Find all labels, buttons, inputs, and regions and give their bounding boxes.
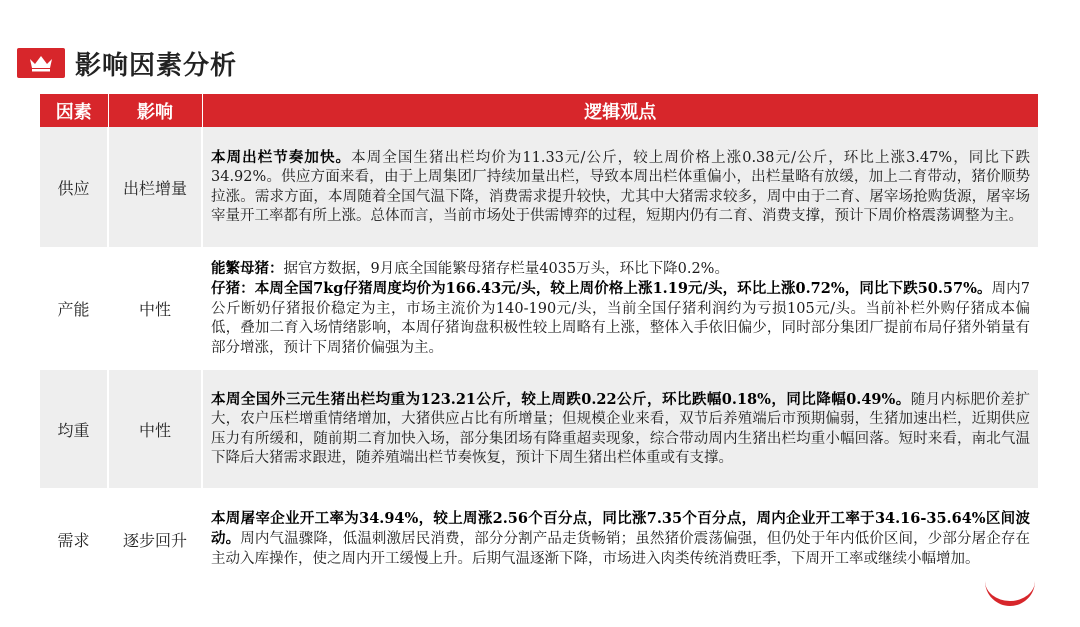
header-impact: 影响: [108, 94, 202, 127]
logic-paragraph: [211, 509, 1030, 570]
logic-cell: [202, 127, 1038, 248]
page-title: 影响因素分析: [75, 50, 238, 81]
logic-cell: [202, 369, 1038, 489]
logic-emphasis: 本周出栏节奏加快。: [211, 148, 352, 166]
factor-analysis-table: [40, 94, 1038, 590]
impact-cell: 中性: [108, 248, 202, 369]
table-row-capacity: [40, 248, 1038, 369]
logic-paragraph: [211, 390, 1030, 469]
logic-emphasis: 本周屠宰企业开工率为34.94%，较上周涨2.56个百分点，同比涨7.35个百分点，周内企业开工率于34.16-35.64%区间波动。: [211, 509, 1030, 548]
logic-paragraph: [211, 148, 1030, 227]
impact-cell: 逐步回升: [108, 489, 202, 589]
logic-paragraph: [211, 279, 1030, 358]
logic-text: 周内7公斤断奶仔猪报价稳定为主，市场主流价为140-190元/头，当前全国仔猪利润约为亏损105元/头。当前补栏外购仔猪成本偏低，叠加二育入场情绪影响，本周仔猪询盘积极性较上周略有上涨，整体入手依旧偏少，同时部分集团厂提前布局仔猪外销量有部分增涨，预计下周猪价偏强为主。: [211, 281, 1030, 356]
factor-cell: 产能: [40, 248, 108, 369]
logic-emphasis: 仔猪：本周全国7kg仔猪周度均价为166.43元/头，较上周价格上涨1.19元/头，环比上涨0.72%，同比下跌50.57%。: [211, 280, 992, 298]
header-logic: 逻辑观点: [202, 94, 1038, 127]
section-header: [17, 44, 237, 82]
header-factor: 因素: [40, 94, 108, 127]
factor-cell: 供应: [40, 127, 108, 248]
impact-cell: 出栏增量: [108, 127, 202, 248]
table-row-demand: [40, 489, 1038, 589]
factor-cell: 需求: [40, 489, 108, 589]
logic-text: 随月内标肥价差扩大，农户压栏增重情绪增加，大猪供应占比有所增量；但规模企业来看，双节后养殖端后市预期偏弱，生猪加速出栏，近期供应压力有所缓和，随前期二育加快入场，部分集团场有降重超卖现象，综合带动周内生猪出栏均重小幅回落。短时来看，南北气温下降后大猪需求跟进，随养殖端出栏节奏恢复，预计下周生猪出栏体重或有支撑。: [211, 391, 1031, 466]
crown-icon: [17, 48, 65, 78]
table-header-row: [40, 94, 1038, 127]
table-row-supply: [40, 127, 1038, 248]
logic-cell: [202, 489, 1038, 589]
logic-text: 周内气温骤降，低温刺激居民消费，部分分割产品走货畅销；虽然猪价震荡偏强，但仍处于年内低价区间，少部分屠企存在主动入库操作，使之周内开工缓慢上升。后期气温逐渐下降，市场进入肉类传统消费旺季，下周开工率或继续小幅增加。: [211, 531, 1031, 567]
logic-text: 据官方数据，9月底全国能繁母猪存栏量4035万头，环比下降0.2%。: [283, 260, 729, 277]
logic-emphasis: 本周全国外三元生猪出栏均重为123.21公斤，较上周跌0.22公斤，环比跌幅0.18%，同比降幅0.49%。: [211, 390, 911, 408]
factor-cell: 均重: [40, 369, 108, 489]
logic-paragraph: [211, 259, 1030, 280]
logic-text: 本周全国生猪出栏均价为11.33元/公斤，较上周价格上涨0.38元/公斤，环比上涨3.47%，同比下跌34.92%。供应方面来看，由于上周集团厂持续加量出栏，导致本周出栏体重偏小，出栏量略有放缓，加上二育带动，猪价顺势拉涨。需求方面，本周随着全国气温下降，消费需求提升较快，尤其中大猪需求较多，周中由于二育、屠宰场抢购货源，屠宰场宰量开工率都有所上涨。总体而言，当前市场处于供需博弈的过程，短期内仍有二育、消费支撑，预计下周价格震荡调整为主。: [211, 149, 1030, 224]
logic-cell: [202, 248, 1038, 369]
table-row-weight: [40, 369, 1038, 489]
impact-cell: 中性: [108, 369, 202, 489]
logic-emphasis: 能繁母猪：: [211, 259, 284, 277]
corner-decoration: [985, 575, 1035, 606]
